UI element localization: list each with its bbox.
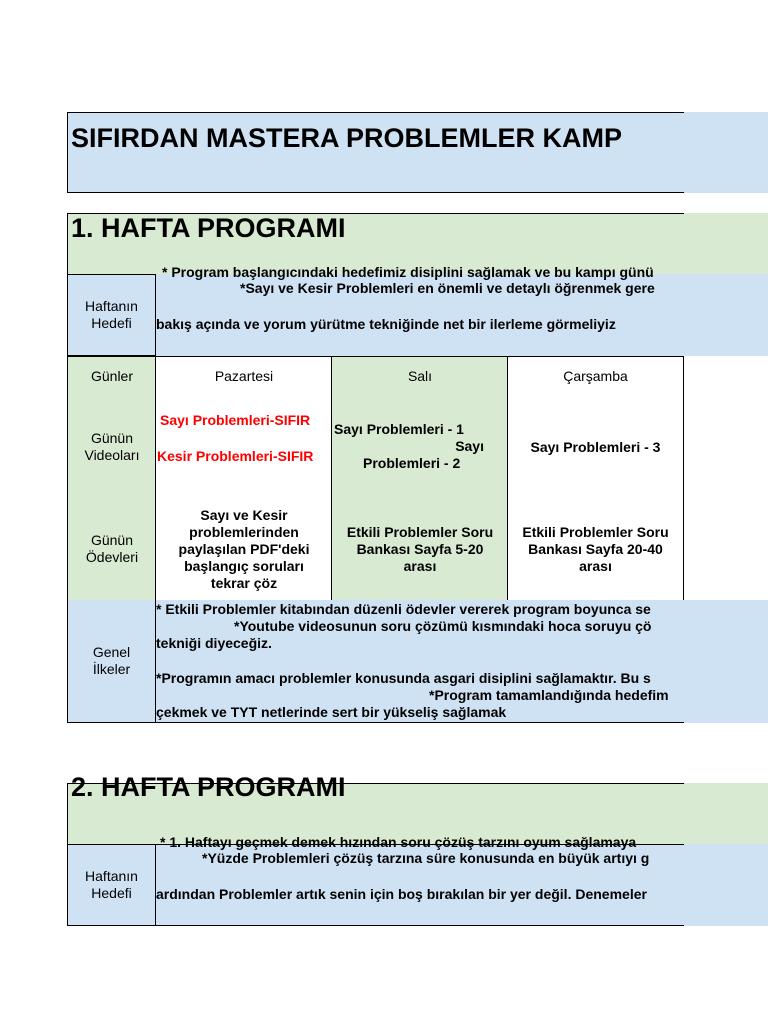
monday-hw-line: problemlerinden [189,523,299,540]
videos-label-cell [67,396,156,499]
homework-label-cell [67,498,156,601]
homework-label-line2: Ödevleri [85,549,139,565]
tuesday-hw-line: Bankası Sayfa 5-20 [356,540,484,557]
day-header-wednesday [507,356,684,397]
principle-line-2: *Youtube videosunun soru çözümü kısmındaki hoca soruyu çö [234,618,652,634]
week2-goal-line1: * 1. Haftayı geçmek demek hızından soru çözüş tarzını oyum sağlamaya [160,834,637,850]
week1-goal-line3: bakış açında ve yorum yürütme tekniğinde net bir ilerleme görmeliyiz [156,316,616,332]
week2-goal-label-line2: Hedefi [91,885,132,901]
week1-goal-text [156,264,684,356]
main-title: SIFIRDAN MASTERA PROBLEMLER KAMP [71,123,622,153]
week2-heading-fill [684,783,768,845]
days-label: Günler [90,368,134,384]
tuesday-hw-line: arası [403,557,437,574]
monday-video-2: Kesir Problemleri-SIFIR [157,448,314,464]
week2-goal-fill [684,844,768,926]
principles-fill [684,600,768,723]
day-header-tuesday [331,356,508,397]
wednesday-video: Sayı Problemleri - 3 [530,438,661,455]
week2-goal-label-line1: Haftanın [85,868,138,884]
tuesday-videos-cell [331,396,508,499]
day-header-monday [155,356,332,397]
principle-line-6: çekmek ve TYT netlerinde sert bir yükseliş sağlamak [156,704,507,720]
monday-homework-cell [155,498,332,601]
monday-videos-cell [155,396,332,499]
week1-goal-line1: * Program başlangıcındaki hedefimiz disiplini sağlamak ve bu kampı günü [162,264,654,280]
principle-line-4: *Programın amacı problemler konusunda asgari disiplini sağlamaktır. Bu s [156,670,651,686]
principles-text-cell [156,600,684,723]
week1-goal-label-line2: Hedefi [91,315,132,331]
principle-line-5: *Program tamamlandığında hedefim [429,687,669,703]
videos-label-line2: Videoları [84,447,140,463]
day-tuesday: Salı [407,368,433,384]
week1-goal-label [67,274,156,356]
wednesday-hw-line: Etkili Problemler Soru [522,523,669,540]
day-monday: Pazartesi [214,368,274,384]
week2-heading: 2. HAFTA PROGRAMI [71,772,346,802]
day-wednesday: Çarşamba [563,368,628,384]
principles-label-line2: İlkeler [92,661,131,677]
principles-label-cell [67,600,156,723]
days-label-cell [67,356,156,397]
tuesday-video-line2: Sayı [455,438,484,454]
main-title-fill [684,112,768,193]
main-title-row [67,112,684,193]
tuesday-video-line1: Sayı Problemleri - 1 [334,421,464,437]
week2-goal-line3: ardından Problemler artık senin için boş bırakılan bir yer değil. Denemeler [156,886,647,902]
wednesday-homework-cell [507,498,684,601]
week2-goal-line2: *Yüzde Problemleri çözüş tarzına süre konusunda en büyük artıyı g [202,850,650,866]
week1-heading: 1. HAFTA PROGRAMI [71,213,346,243]
week1-goal-line2: *Sayı ve Kesir Problemleri en önemli ve detaylı öğrenmek gere [240,280,655,296]
homework-label-line1: Günün [90,532,134,548]
principle-line-3: tekniği diyeceğiz. [156,635,272,651]
monday-video-1: Sayı Problemleri-SIFIR [160,412,311,428]
monday-hw-line: tekrar çöz [210,574,278,591]
week2-goal-label [67,844,156,926]
week1-goal-label-line1: Haftanın [85,298,138,314]
week1-goal-fill [684,274,768,356]
wednesday-hw-line: Bankası Sayfa 20-40 [528,540,663,557]
tuesday-video-line3: Problemleri - 2 [363,455,461,471]
monday-hw-line: başlangıç soruları [184,557,304,574]
tuesday-hw-line: Etkili Problemler Soru [346,523,494,540]
wednesday-videos-cell [507,396,684,499]
principles-label-line1: Genel [92,644,131,660]
tuesday-homework-cell [331,498,508,601]
videos-label-line1: Günün [90,430,134,446]
wednesday-hw-line: arası [579,557,612,574]
principle-line-1: * Etkili Problemler kitabından düzenli ödevler vererek program boyunca se [156,601,651,617]
monday-hw-line: paylaşılan PDF'deki [178,540,310,557]
week2-goal-text [156,834,684,926]
week1-heading-fill [684,213,768,275]
monday-hw-line: Sayı ve Kesir [200,506,288,523]
